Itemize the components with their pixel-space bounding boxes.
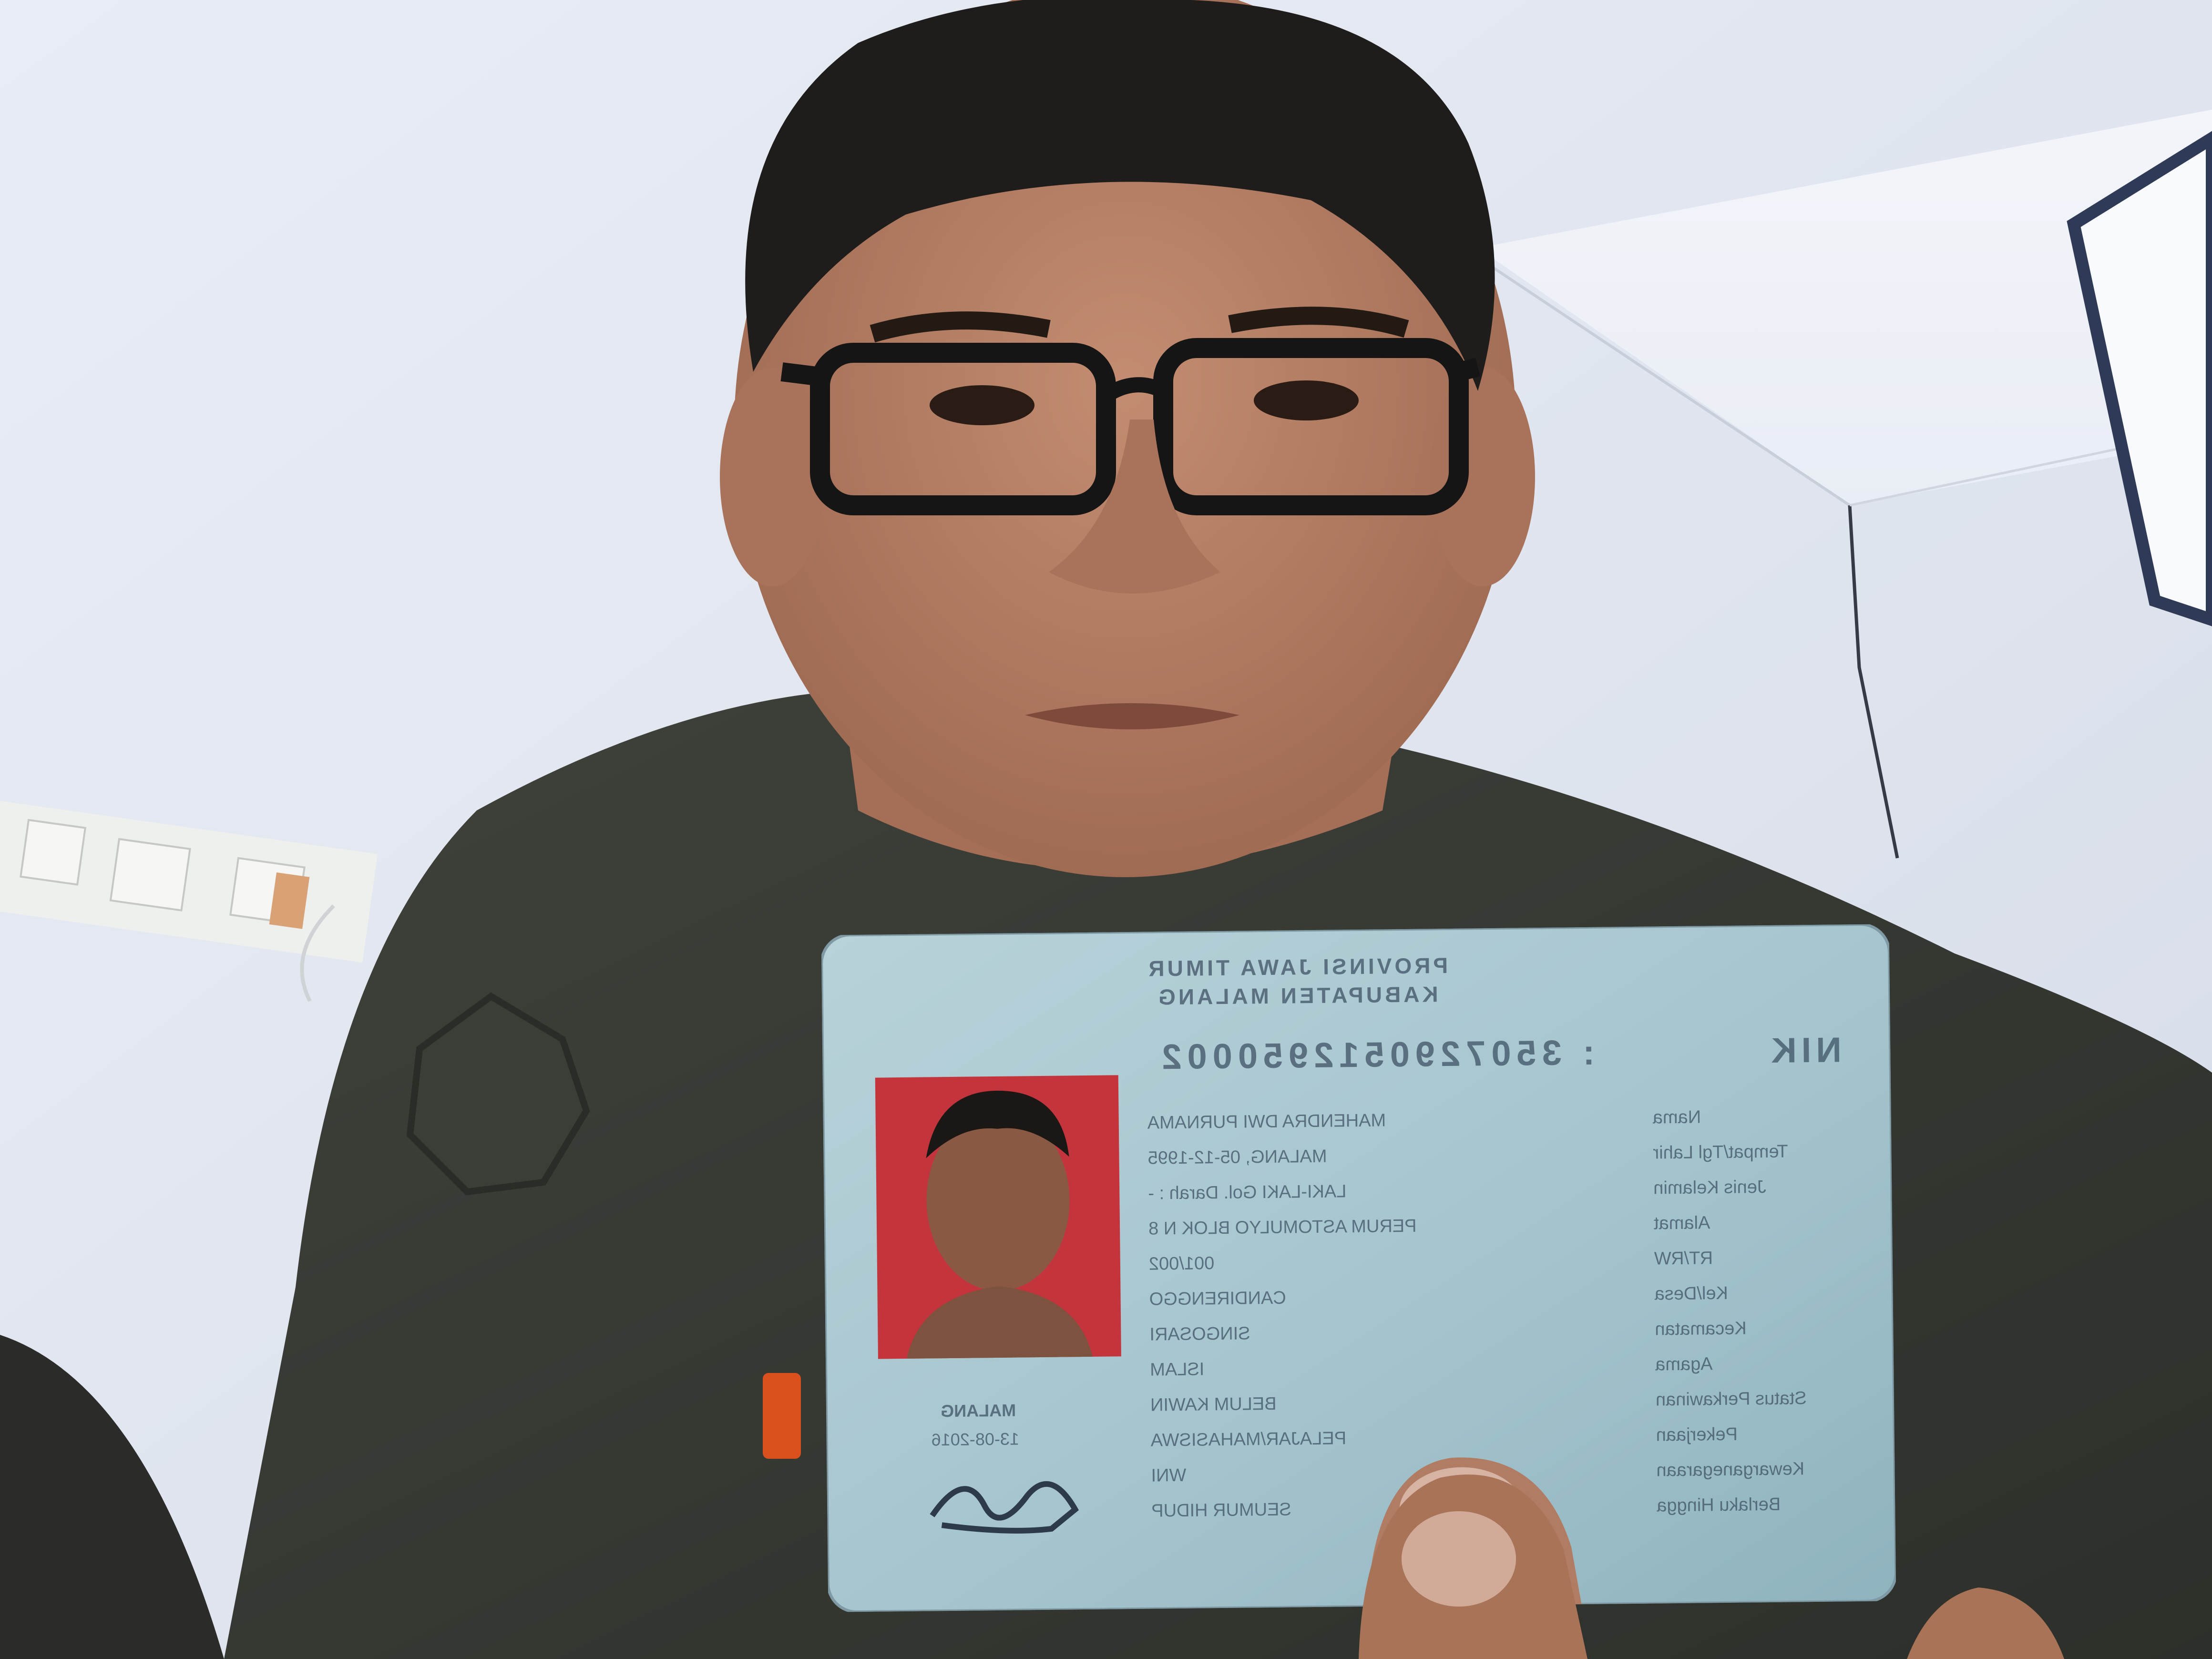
field-value: MAHENDRA DWI PURNAMA: [1147, 1110, 1386, 1133]
field-value: MALANG, 05-12-1995: [1147, 1146, 1327, 1168]
field-label: Berlaku Hingga: [1657, 1494, 1781, 1516]
nik-label: NIK: [1766, 1030, 1842, 1071]
card-header-province: PROVINSI JAWA TIMUR: [1146, 953, 1448, 981]
nik-value: : 3507290512950002: [1156, 1032, 1595, 1077]
field-value: SINGOSARI: [1149, 1323, 1250, 1345]
field-label: Kel/Desa: [1654, 1283, 1729, 1304]
field-value: BELUM KAWIN: [1150, 1393, 1277, 1415]
field-label: RT/RW: [1654, 1248, 1713, 1269]
field-label: Status Perkawinan: [1655, 1388, 1807, 1410]
issue-city: MALANG: [940, 1400, 1016, 1421]
field-label: Agama: [1655, 1354, 1713, 1375]
field-label: Kewarganegaraan: [1656, 1459, 1805, 1481]
field-label: Kecamatan: [1655, 1318, 1747, 1340]
card-header-regency: KABUPATEN MALANG: [1155, 982, 1438, 1010]
field-label: Pekerjaan: [1656, 1424, 1738, 1445]
field-value: PERUM ASTOMULYO BLOK N 8: [1148, 1216, 1417, 1239]
field-label: Nama: [1652, 1107, 1701, 1128]
field-value: PELAJAR/MAHASISWA: [1150, 1428, 1347, 1451]
field-label: Tempat/Tgl Lahir: [1653, 1141, 1788, 1163]
field-value: 001/002: [1148, 1253, 1215, 1274]
field-label: Jenis Kelamin: [1653, 1177, 1767, 1198]
field-value: ISLAM: [1149, 1359, 1205, 1380]
field-value: LAKI-LAKI Gol. Darah : -: [1148, 1181, 1347, 1204]
field-value: SEUMUR HIDUP: [1151, 1499, 1291, 1521]
field-label: Alamat: [1653, 1213, 1710, 1234]
issue-date: 13-08-2016: [931, 1429, 1020, 1450]
field-value: CANDIRENGGO: [1149, 1288, 1287, 1310]
field-value: WNI: [1151, 1465, 1187, 1486]
